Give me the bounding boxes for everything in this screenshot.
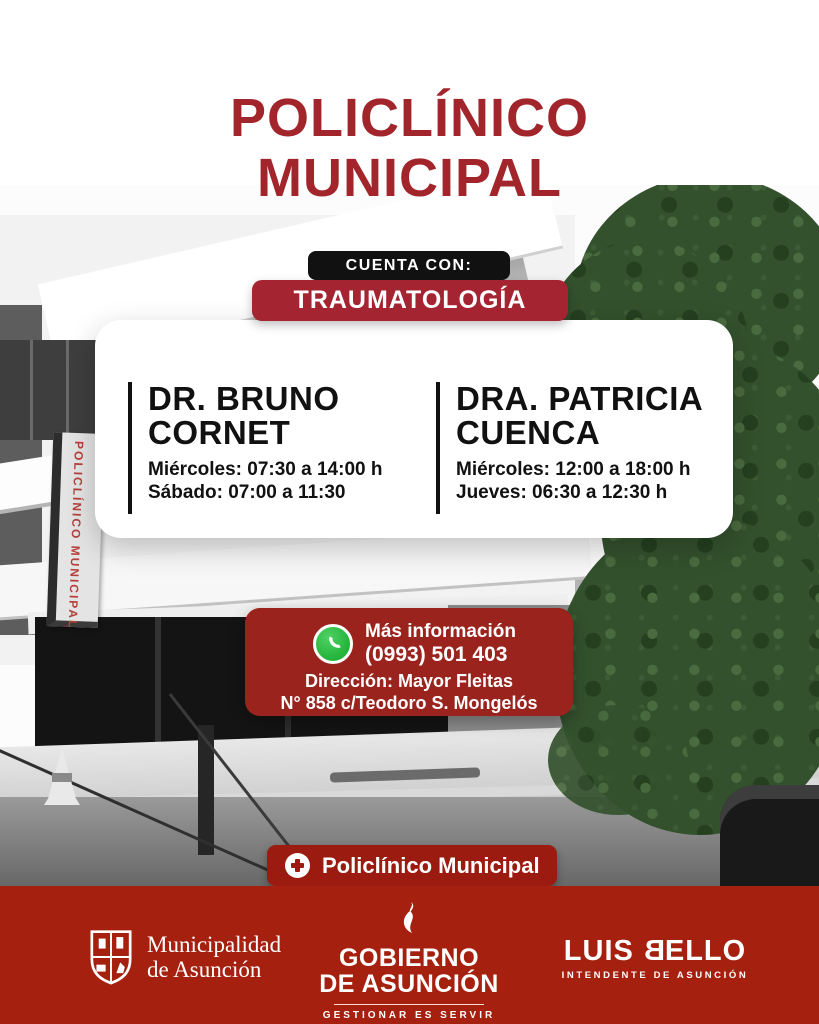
specialty-badge: [252, 280, 568, 321]
cuenta-con-badge: [308, 251, 510, 280]
tree-foliage: [548, 705, 688, 815]
parked-car: [720, 785, 819, 886]
doctor-name: [148, 382, 416, 450]
cuenta-con-label: CUENTA CON:: [345, 256, 473, 274]
location-badge: [267, 845, 557, 886]
government-divider: [334, 1004, 484, 1005]
municipality-logo: [88, 928, 281, 986]
schedule-line: Miércoles: 12:00 a 18:00 h: [456, 459, 691, 480]
mayor-name-prefix: LUIS: [563, 935, 643, 967]
flame-icon: [397, 902, 421, 936]
doctor-name-line1: DRA. PATRICIA: [456, 380, 704, 417]
doctor-name-line2: CUENCA: [456, 414, 601, 451]
whatsapp-text: [365, 621, 516, 667]
doctor-column-bruno-cornet: [128, 382, 416, 514]
doctor-name-line1: DR. BRUNO: [148, 380, 340, 417]
whatsapp-icon: [313, 624, 353, 664]
footer-bar: [0, 886, 819, 1024]
schedule-line: Sábado: 07:00 a 11:30: [148, 482, 346, 503]
phone-glyph: [322, 633, 344, 655]
municipality-text: [147, 932, 281, 982]
doctor-schedule: [456, 458, 724, 504]
schedule-line: Jueves: 06:30 a 12:30 h: [456, 482, 668, 503]
schedule-line: Miércoles: 07:30 a 14:00 h: [148, 459, 383, 480]
government-line1: GOBIERNO: [338, 944, 480, 972]
medical-cross-icon: [285, 853, 310, 878]
municipality-line1: Municipalidad: [147, 932, 282, 957]
municipality-line2: de Asunción: [147, 957, 262, 982]
doctor-schedule: [148, 458, 416, 504]
page-title: [0, 88, 819, 208]
mayor-name-rest: ELLO: [664, 935, 747, 967]
government-line2: DE ASUNCIÓN: [319, 970, 499, 998]
government-logo: [309, 902, 509, 1021]
mayor-name-mirrored-b: B: [642, 935, 665, 967]
government-tagline: GESTIONAR ES SERVIR: [322, 1010, 496, 1021]
address-line1: Dirección: Mayor Fleitas: [304, 671, 514, 691]
page-title-line1: POLICLÍNICO: [230, 88, 589, 148]
whatsapp-row: [313, 621, 516, 667]
address-line2: N° 858 c/Teodoro S. Mongelós: [280, 693, 538, 713]
traffic-cone-stripe: [52, 773, 72, 782]
municipality-shield-icon: [88, 928, 134, 986]
doctor-column-patricia-cuenca: [436, 382, 724, 514]
doctor-name-line2: CORNET: [148, 414, 291, 451]
building-sign-text: POLICLÍNICO MUNICIPAL: [65, 440, 87, 630]
more-info-label: Más información: [365, 621, 516, 642]
specialty-label: TRAUMATOLOGÍA: [293, 286, 527, 314]
contact-info-box: [245, 608, 573, 716]
address-block: [245, 670, 573, 714]
medical-cross-glyph: [291, 859, 304, 872]
mayor-subtitle: INTENDENTE DE ASUNCIÓN: [561, 970, 749, 981]
mayor-name: [555, 936, 755, 966]
mayor-logo: [555, 936, 755, 981]
page-title-line2: MUNICIPAL: [257, 148, 562, 208]
doctor-name: [456, 382, 724, 450]
doctors-card: [95, 320, 733, 538]
location-badge-label: Policlínico Municipal: [322, 852, 540, 878]
phone-number: (0993) 501 403: [365, 643, 508, 666]
